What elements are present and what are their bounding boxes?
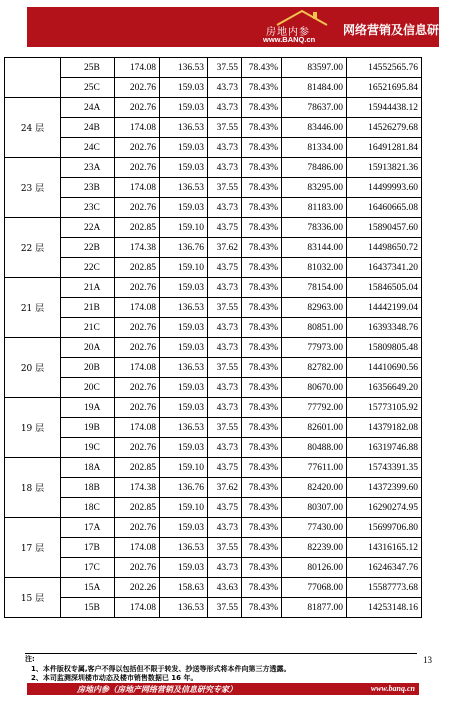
table-row (5, 338, 422, 358)
total-cell: 14253148.16 (347, 598, 422, 618)
table-row (5, 538, 422, 558)
b-cell: 158.63 (160, 578, 208, 598)
price-cell: 80851.00 (282, 318, 347, 338)
rate-cell: 78.43% (242, 158, 282, 178)
a-cell: 202.76 (115, 158, 160, 178)
total-cell: 15846505.04 (347, 278, 422, 298)
c-cell: 43.75 (208, 458, 242, 478)
unit-cell: 22B (61, 238, 115, 258)
price-cell: 82963.00 (282, 298, 347, 318)
a-cell: 202.76 (115, 398, 160, 418)
total-cell: 15809805.48 (347, 338, 422, 358)
unit-cell: 22A (61, 218, 115, 238)
rate-cell: 78.43% (242, 578, 282, 598)
total-cell: 15773105.92 (347, 398, 422, 418)
price-cell: 81877.00 (282, 598, 347, 618)
unit-cell: 20C (61, 378, 115, 398)
b-cell: 136.53 (160, 58, 208, 78)
table-row (5, 578, 422, 598)
unit-cell: 15A (61, 578, 115, 598)
total-cell: 14526279.68 (347, 118, 422, 138)
total-cell: 14410690.56 (347, 358, 422, 378)
table-row (5, 58, 422, 78)
footer-bar-url: www.banq.cn (370, 684, 415, 693)
price-cell: 77973.00 (282, 338, 347, 358)
unit-cell: 23B (61, 178, 115, 198)
b-cell: 159.03 (160, 518, 208, 538)
a-cell: 174.08 (115, 298, 160, 318)
price-cell: 81484.00 (282, 78, 347, 98)
floor-cell: 22 层 (5, 218, 61, 278)
price-cell: 80126.00 (282, 558, 347, 578)
table-row (5, 458, 422, 478)
table-row (5, 78, 422, 98)
price-table-body (5, 58, 422, 618)
price-cell: 81032.00 (282, 258, 347, 278)
rate-cell: 78.43% (242, 318, 282, 338)
total-cell: 16246347.76 (347, 558, 422, 578)
b-cell: 159.03 (160, 438, 208, 458)
unit-cell: 19A (61, 398, 115, 418)
total-cell: 15913821.36 (347, 158, 422, 178)
unit-cell: 15B (61, 598, 115, 618)
rate-cell: 78.43% (242, 438, 282, 458)
total-cell: 14498650.72 (347, 238, 422, 258)
note-copyright: 1、本件版权专属,客户不得以包括但不限于转发、抄送等形式将本件向第三方透露。 (31, 664, 291, 673)
price-cell: 82239.00 (282, 538, 347, 558)
c-cell: 43.73 (208, 158, 242, 178)
b-cell: 159.03 (160, 338, 208, 358)
notes-title: 注: (25, 655, 35, 663)
c-cell: 37.55 (208, 418, 242, 438)
table-row (5, 558, 422, 578)
price-cell: 81183.00 (282, 198, 347, 218)
c-cell: 37.55 (208, 118, 242, 138)
table-row (5, 438, 422, 458)
price-cell: 83295.00 (282, 178, 347, 198)
header-banner (27, 7, 475, 47)
b-cell: 159.03 (160, 198, 208, 218)
price-cell: 80307.00 (282, 498, 347, 518)
a-cell: 174.08 (115, 418, 160, 438)
c-cell: 43.75 (208, 258, 242, 278)
a-cell: 174.08 (115, 58, 160, 78)
total-cell: 14442199.04 (347, 298, 422, 318)
unit-cell: 18A (61, 458, 115, 478)
total-cell: 14316165.12 (347, 538, 422, 558)
a-cell: 202.76 (115, 338, 160, 358)
table-row (5, 258, 422, 278)
unit-cell: 21A (61, 278, 115, 298)
c-cell: 43.75 (208, 218, 242, 238)
rate-cell: 78.43% (242, 498, 282, 518)
table-row (5, 118, 422, 138)
total-cell: 14379182.08 (347, 418, 422, 438)
a-cell: 202.76 (115, 518, 160, 538)
total-cell: 15743391.35 (347, 458, 422, 478)
rate-cell: 78.43% (242, 178, 282, 198)
total-cell: 15699706.80 (347, 518, 422, 538)
b-cell: 159.03 (160, 378, 208, 398)
c-cell: 37.55 (208, 58, 242, 78)
a-cell: 174.08 (115, 358, 160, 378)
b-cell: 136.53 (160, 418, 208, 438)
price-cell: 83446.00 (282, 118, 347, 138)
total-cell: 16319746.88 (347, 438, 422, 458)
floor-cell: 24 层 (5, 98, 61, 158)
unit-cell: 24B (61, 118, 115, 138)
a-cell: 174.38 (115, 238, 160, 258)
page-number: 13 (423, 655, 432, 665)
a-cell: 202.85 (115, 458, 160, 478)
c-cell: 43.73 (208, 398, 242, 418)
c-cell: 43.73 (208, 278, 242, 298)
b-cell: 136.76 (160, 238, 208, 258)
a-cell: 202.76 (115, 438, 160, 458)
b-cell: 159.03 (160, 138, 208, 158)
floor-cell: 17 层 (5, 518, 61, 578)
total-cell: 14372399.60 (347, 478, 422, 498)
c-cell: 43.73 (208, 138, 242, 158)
brand-url: www.BANQ.cn (263, 35, 316, 44)
a-cell: 202.76 (115, 558, 160, 578)
floor-cell: 21 层 (5, 278, 61, 338)
total-cell: 14499993.60 (347, 178, 422, 198)
table-row (5, 358, 422, 378)
c-cell: 37.62 (208, 238, 242, 258)
rate-cell: 78.43% (242, 478, 282, 498)
price-cell: 78336.00 (282, 218, 347, 238)
b-cell: 159.03 (160, 78, 208, 98)
table-row (5, 238, 422, 258)
note-monitoring: 2、本司监测深圳楼市动态及楼市销售数据已 16 年。 (31, 674, 198, 682)
unit-cell: 18B (61, 478, 115, 498)
rate-cell: 78.43% (242, 98, 282, 118)
unit-cell: 23C (61, 198, 115, 218)
table-row (5, 278, 422, 298)
price-cell: 78154.00 (282, 278, 347, 298)
table-row (5, 378, 422, 398)
rate-cell: 78.43% (242, 118, 282, 138)
a-cell: 202.76 (115, 138, 160, 158)
rate-cell: 78.43% (242, 238, 282, 258)
b-cell: 159.03 (160, 558, 208, 578)
table-row (5, 318, 422, 338)
table-row (5, 158, 422, 178)
table-row (5, 198, 422, 218)
total-cell: 16437341.20 (347, 258, 422, 278)
c-cell: 43.73 (208, 518, 242, 538)
table-row (5, 418, 422, 438)
rate-cell: 78.43% (242, 398, 282, 418)
a-cell: 202.76 (115, 278, 160, 298)
floor-cell: 20 层 (5, 338, 61, 398)
price-cell: 77430.00 (282, 518, 347, 538)
unit-cell: 19C (61, 438, 115, 458)
unit-cell: 19B (61, 418, 115, 438)
footer-bar (27, 683, 419, 695)
c-cell: 43.73 (208, 438, 242, 458)
c-cell: 37.55 (208, 598, 242, 618)
footer-divider (25, 653, 417, 654)
price-cell: 81334.00 (282, 138, 347, 158)
rate-cell: 78.43% (242, 198, 282, 218)
price-cell: 80488.00 (282, 438, 347, 458)
b-cell: 136.53 (160, 298, 208, 318)
a-cell: 202.85 (115, 258, 160, 278)
table-row (5, 138, 422, 158)
a-cell: 202.76 (115, 98, 160, 118)
price-cell: 77611.00 (282, 458, 347, 478)
b-cell: 159.10 (160, 218, 208, 238)
total-cell: 14552565.76 (347, 58, 422, 78)
unit-cell: 20A (61, 338, 115, 358)
a-cell: 174.38 (115, 478, 160, 498)
rate-cell: 78.43% (242, 518, 282, 538)
a-cell: 202.85 (115, 498, 160, 518)
table-row (5, 598, 422, 618)
table-row (5, 98, 422, 118)
table-row (5, 298, 422, 318)
a-cell: 174.08 (115, 178, 160, 198)
rate-cell: 78.43% (242, 458, 282, 478)
price-cell: 77792.00 (282, 398, 347, 418)
b-cell: 159.10 (160, 498, 208, 518)
rate-cell: 78.43% (242, 218, 282, 238)
b-cell: 136.53 (160, 538, 208, 558)
c-cell: 43.63 (208, 578, 242, 598)
rate-cell: 78.43% (242, 538, 282, 558)
price-cell: 82601.00 (282, 418, 347, 438)
a-cell: 174.08 (115, 118, 160, 138)
floor-cell: 23 层 (5, 158, 61, 218)
rate-cell: 78.43% (242, 358, 282, 378)
c-cell: 37.55 (208, 178, 242, 198)
b-cell: 159.03 (160, 158, 208, 178)
unit-cell: 17C (61, 558, 115, 578)
unit-cell: 18C (61, 498, 115, 518)
rate-cell: 78.43% (242, 278, 282, 298)
b-cell: 159.03 (160, 278, 208, 298)
floor-cell: 15 层 (5, 578, 61, 618)
b-cell: 159.03 (160, 318, 208, 338)
table-row (5, 218, 422, 238)
unit-cell: 17A (61, 518, 115, 538)
unit-cell: 23A (61, 158, 115, 178)
price-cell: 82420.00 (282, 478, 347, 498)
footer-notes (25, 655, 291, 684)
total-cell: 15890457.60 (347, 218, 422, 238)
b-cell: 136.53 (160, 358, 208, 378)
b-cell: 136.76 (160, 478, 208, 498)
footer-bar-text: 房地内参（房地产网络营销及信息研究专家） (77, 684, 237, 694)
c-cell: 43.73 (208, 98, 242, 118)
rate-cell: 78.43% (242, 138, 282, 158)
total-cell: 15944438.12 (347, 98, 422, 118)
unit-cell: 25C (61, 78, 115, 98)
b-cell: 136.53 (160, 598, 208, 618)
unit-cell: 21C (61, 318, 115, 338)
header-title: 网络营销及信息研究专家 (343, 23, 475, 37)
b-cell: 159.03 (160, 98, 208, 118)
table-row (5, 478, 422, 498)
b-cell: 159.10 (160, 458, 208, 478)
total-cell: 16393348.76 (347, 318, 422, 338)
price-cell: 80670.00 (282, 378, 347, 398)
b-cell: 136.53 (160, 118, 208, 138)
price-cell: 83597.00 (282, 58, 347, 78)
unit-cell: 24A (61, 98, 115, 118)
a-cell: 174.08 (115, 538, 160, 558)
price-cell: 78637.00 (282, 98, 347, 118)
c-cell: 37.55 (208, 538, 242, 558)
table-row (5, 518, 422, 538)
b-cell: 159.10 (160, 258, 208, 278)
rate-cell: 78.43% (242, 298, 282, 318)
total-cell: 16290274.95 (347, 498, 422, 518)
c-cell: 43.75 (208, 498, 242, 518)
table-row (5, 398, 422, 418)
price-cell: 82782.00 (282, 358, 347, 378)
c-cell: 37.55 (208, 358, 242, 378)
price-cell: 83144.00 (282, 238, 347, 258)
total-cell: 15587773.68 (347, 578, 422, 598)
rate-cell: 78.43% (242, 598, 282, 618)
a-cell: 202.76 (115, 78, 160, 98)
price-table (4, 57, 422, 618)
floor-cell (5, 58, 61, 98)
unit-cell: 25B (61, 58, 115, 78)
c-cell: 37.55 (208, 298, 242, 318)
a-cell: 202.76 (115, 318, 160, 338)
c-cell: 43.73 (208, 378, 242, 398)
total-cell: 16460665.08 (347, 198, 422, 218)
rate-cell: 78.43% (242, 418, 282, 438)
total-cell: 16356649.20 (347, 378, 422, 398)
c-cell: 43.73 (208, 198, 242, 218)
floor-cell: 18 层 (5, 458, 61, 518)
rate-cell: 78.43% (242, 78, 282, 98)
price-cell: 77068.00 (282, 578, 347, 598)
rate-cell: 78.43% (242, 378, 282, 398)
b-cell: 136.53 (160, 178, 208, 198)
brand-name: 房地内参 (266, 27, 310, 38)
price-cell: 78486.00 (282, 158, 347, 178)
table-row (5, 498, 422, 518)
a-cell: 202.76 (115, 198, 160, 218)
c-cell: 43.73 (208, 338, 242, 358)
c-cell: 43.73 (208, 558, 242, 578)
rate-cell: 78.43% (242, 58, 282, 78)
a-cell: 202.85 (115, 218, 160, 238)
brand-logo (261, 9, 347, 45)
c-cell: 43.73 (208, 78, 242, 98)
total-cell: 16521695.84 (347, 78, 422, 98)
unit-cell: 24C (61, 138, 115, 158)
table-row (5, 178, 422, 198)
c-cell: 37.62 (208, 478, 242, 498)
total-cell: 16491281.84 (347, 138, 422, 158)
b-cell: 159.03 (160, 398, 208, 418)
unit-cell: 20B (61, 358, 115, 378)
unit-cell: 22C (61, 258, 115, 278)
a-cell: 174.08 (115, 598, 160, 618)
rate-cell: 78.43% (242, 258, 282, 278)
floor-cell: 19 层 (5, 398, 61, 458)
rate-cell: 78.43% (242, 558, 282, 578)
unit-cell: 21B (61, 298, 115, 318)
rate-cell: 78.43% (242, 338, 282, 358)
a-cell: 202.26 (115, 578, 160, 598)
a-cell: 202.76 (115, 378, 160, 398)
unit-cell: 17B (61, 538, 115, 558)
c-cell: 43.73 (208, 318, 242, 338)
